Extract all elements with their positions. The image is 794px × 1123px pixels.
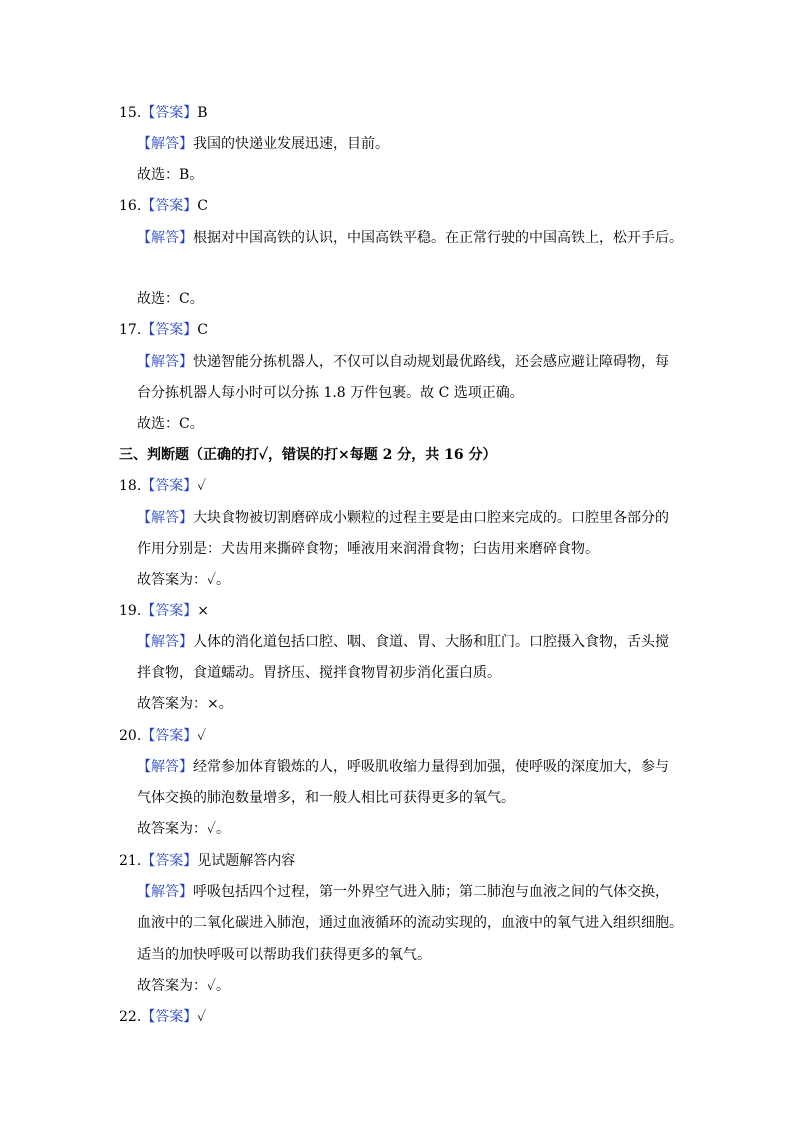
q18-conclusion: 故答案为：✓。 <box>137 572 231 588</box>
answer-tag: 【答案】 <box>141 322 198 338</box>
answer-tag: 【答案】 <box>141 198 198 214</box>
analysis-tag: 【解答】 <box>137 510 193 526</box>
answer-tag: 【答案】 <box>141 1009 198 1025</box>
analysis-text: 经常参加体育锻炼的人，呼吸肌收缩力量得到加强，使呼吸的深度加大，参与 <box>193 759 669 775</box>
q22-answer-line <box>119 1008 206 1026</box>
analysis-text: 大块食物被切割磨碎成小颗粒的过程主要是由口腔来完成的。口腔里各部分的 <box>193 510 669 526</box>
q16-conclusion: 故选：C。 <box>137 291 204 307</box>
question-number: 16. <box>119 198 142 214</box>
answer-tag: 【答案】 <box>141 603 198 619</box>
q15-analysis-line <box>137 135 389 153</box>
q17-conclusion: 故选：C。 <box>137 416 204 432</box>
answer-value: ✓ <box>197 478 207 494</box>
q15-answer-line <box>119 104 208 122</box>
q18-analysis-line <box>137 509 669 527</box>
question-number: 20. <box>119 728 142 744</box>
q19-analysis-line <box>137 633 669 651</box>
analysis-tag: 【解答】 <box>137 354 193 370</box>
q16-analysis-line <box>137 229 683 247</box>
q19-analysis-line-2: 拌食物，食道蠕动。胃挤压、搅拌食物胃初步消化蛋白质。 <box>137 665 501 681</box>
answer-value: B <box>197 105 208 121</box>
q15-conclusion: 故选：B。 <box>137 167 204 183</box>
q19-answer-line <box>119 602 209 620</box>
question-number: 19. <box>119 603 142 619</box>
q21-analysis-line <box>137 883 669 901</box>
q21-answer-line <box>119 852 295 870</box>
analysis-tag: 【解答】 <box>137 136 193 152</box>
answer-value: C <box>197 322 208 338</box>
q20-answer-line <box>119 727 206 745</box>
analysis-tag: 【解答】 <box>137 759 193 775</box>
q21-analysis-line-2: 血液中的二氧化碳进入肺泡，通过血液循环的流动实现的，血液中的氧气进入组织细胞。 <box>137 915 683 931</box>
q20-analysis-line <box>137 758 669 776</box>
question-number: 21. <box>119 853 142 869</box>
question-number: 15. <box>119 105 142 121</box>
answer-tag: 【答案】 <box>141 478 198 494</box>
answer-tag: 【答案】 <box>141 105 198 121</box>
q20-analysis-line-2: 气体交换的肺泡数量增多，和一般人相比可获得更多的氧气。 <box>137 790 515 806</box>
q21-analysis-line-3: 适当的加快呼吸可以帮助我们获得更多的氧气。 <box>137 947 431 963</box>
section-title: 三、判断题（正确的打✓，错误的打×每题 2 分，共 16 分） <box>119 447 497 463</box>
question-number: 22. <box>119 1009 142 1025</box>
analysis-tag: 【解答】 <box>137 230 193 246</box>
question-number: 18. <box>119 478 142 494</box>
answer-tag: 【答案】 <box>141 853 198 869</box>
analysis-text: 人体的消化道包括口腔、咽、食道、胃、大肠和肛门。口腔摄入食物，舌头搅 <box>193 634 669 650</box>
q18-answer-line <box>119 477 206 495</box>
q16-answer-line <box>119 197 208 215</box>
analysis-text: 根据对中国高铁的认识，中国高铁平稳。在正常行驶的中国高铁上，松开手后。 <box>193 230 683 246</box>
answer-value: C <box>197 198 208 214</box>
q20-conclusion: 故答案为：✓。 <box>137 821 231 837</box>
q17-analysis-line-2: 台分拣机器人每小时可以分拣 1.8 万件包裹。故 C 选项正确。 <box>137 385 524 401</box>
analysis-text: 呼吸包括四个过程，第一外界空气进入肺；第二肺泡与血液之间的气体交换， <box>193 884 669 900</box>
answer-value: 见试题解答内容 <box>197 853 296 869</box>
answer-value: × <box>197 603 209 619</box>
q17-analysis-line <box>137 353 669 371</box>
analysis-tag: 【解答】 <box>137 884 193 900</box>
question-number: 17. <box>119 322 142 338</box>
answer-tag: 【答案】 <box>141 728 198 744</box>
analysis-text: 我国的快递业发展迅速，目前。 <box>193 136 389 152</box>
answer-value: ✓ <box>197 1009 207 1025</box>
analysis-tag: 【解答】 <box>137 634 193 650</box>
q18-analysis-line-2: 作用分别是：犬齿用来撕碎食物；唾液用来润滑食物；臼齿用来磨碎食物。 <box>137 541 599 557</box>
q21-conclusion: 故答案为：✓。 <box>137 978 231 994</box>
q17-answer-line <box>119 321 208 339</box>
analysis-text: 快递智能分拣机器人，不仅可以自动规划最优路线，还会感应避让障碍物，每 <box>193 354 669 370</box>
answer-value: ✓ <box>197 728 207 744</box>
q19-conclusion: 故答案为：×。 <box>137 696 233 712</box>
